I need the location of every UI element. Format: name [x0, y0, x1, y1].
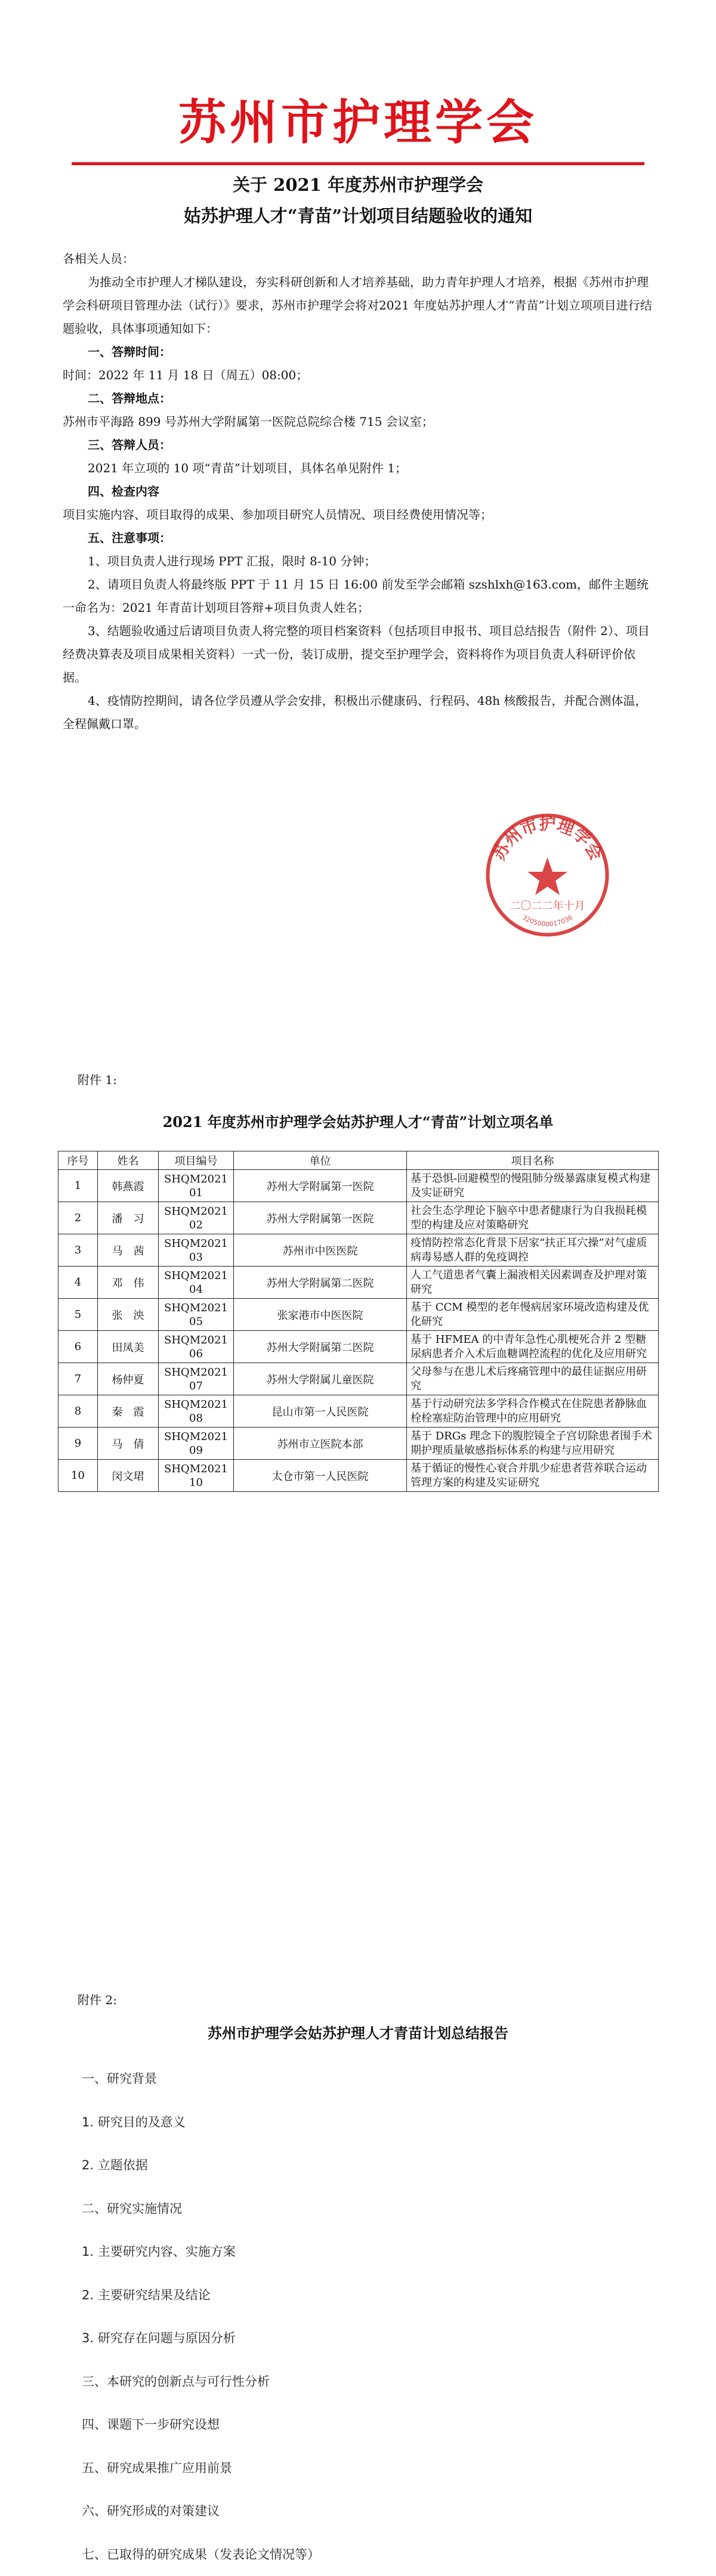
section-heading-place: 二、答辩地点： — [63, 387, 653, 410]
cell-project-name: 社会生态学理论下脑卒中患者健康行为自我损耗模型的构建及应对策略研究 — [407, 1202, 659, 1234]
cell-unit: 苏州大学附属第二医院 — [234, 1331, 407, 1363]
svg-text:苏州市护理学会 — [489, 814, 606, 863]
table-row — [58, 1234, 659, 1267]
cell-project-code: SHQM202108 — [159, 1395, 234, 1428]
letterhead-rule — [72, 162, 644, 165]
cell-name: 潘 习 — [98, 1202, 159, 1234]
cell-index: 8 — [58, 1395, 98, 1428]
column-header: 单位 — [234, 1151, 407, 1170]
cell-name: 闵文珺 — [98, 1460, 159, 1492]
intro-paragraph: 为推动全市护理人才梯队建设，夯实科研创新和人才培养基础，助力青年护理人才培养，根据《苏州市护理学会科研项目管理办法（试行）》要求，苏州市护理学会将对2021 年度姑苏护理人才“青苗”计划立项项目进行结题验收，具体事项通知如下： — [63, 271, 653, 340]
cell-project-name: 疫情防控常态化背景下居家“扶正耳穴操”对气虚质病毒易感人群的免疫调控 — [407, 1234, 659, 1267]
cell-unit: 太仓市第一人民医院 — [234, 1460, 407, 1492]
cell-index: 4 — [58, 1267, 98, 1299]
column-header: 序号 — [58, 1151, 98, 1170]
cell-project-code: SHQM202105 — [159, 1299, 234, 1331]
section-heading-time: 一、答辩时间： — [63, 340, 653, 364]
project-roster-table — [58, 1151, 659, 1492]
outline-item: 三、本研究的创新点与可行性分析 — [82, 2360, 649, 2404]
cell-name: 杨仲夏 — [98, 1363, 159, 1395]
svg-text:3205000017036 — [521, 914, 574, 928]
attachment1-title: 2021 年度苏州市护理学会姑苏护理人才“青苗”计划立项名单 — [0, 1110, 716, 1131]
outline-item: 2. 立题依据 — [82, 2144, 649, 2187]
cell-name: 张 泱 — [98, 1299, 159, 1331]
cell-project-code: SHQM202102 — [159, 1202, 234, 1234]
cell-project-name: 基于循证的慢性心衰合并肌少症患者营养联合运动管理方案的构建及实证研究 — [407, 1460, 659, 1492]
section-heading-notes: 五、注意事项： — [63, 527, 653, 550]
column-header: 项目名称 — [407, 1151, 659, 1170]
note-item: 3、结题验收通过后请项目负责人将完整的项目档案资料（包括项目申报书、项目总结报告（附件 2）、项目经费决算表及项目成果相关资料）一式一份，装订成册，提交至护理学会，资料将作为项目负责人科研评价依据。 — [63, 620, 653, 689]
outline-item: 四、课题下一步研究设想 — [82, 2403, 649, 2447]
cell-unit: 苏州大学附属第二医院 — [234, 1267, 407, 1299]
cell-index: 5 — [58, 1299, 98, 1331]
attachment2-label: 附件 2: — [78, 1990, 117, 2008]
outline-item: 1. 研究目的及意义 — [82, 2101, 649, 2144]
cell-project-code: SHQM202106 — [159, 1331, 234, 1363]
cell-project-code: SHQM202107 — [159, 1363, 234, 1395]
letterhead-title: 苏州市护理学会 — [0, 94, 716, 151]
note-item: 1、项目负责人进行现场 PPT 汇报，限时 8-10 分钟； — [63, 550, 653, 573]
greeting: 各相关人员： — [63, 247, 653, 271]
outline-item: 七、已取得的研究成果（发表论文情况等） — [82, 2533, 649, 2576]
section-heading-content: 四、检查内容 — [63, 480, 653, 503]
note-item: 4、疫情防控期间，请各位学员遵从学会安排，积极出示健康码、行程码、48h 核酸报告，并配合测体温，全程佩戴口罩。 — [63, 689, 653, 736]
cell-index: 6 — [58, 1331, 98, 1363]
outline-item: 六、研究形成的对策建议 — [82, 2490, 649, 2533]
cell-project-name: 基于行动研究法多学科合作模式在住院患者静脉血栓栓塞症防治管理中的应用研究 — [407, 1395, 659, 1428]
table-row — [58, 1331, 659, 1363]
cell-unit: 昆山市第一人民医院 — [234, 1395, 407, 1428]
table-row — [58, 1428, 659, 1460]
cell-index: 1 — [58, 1170, 98, 1202]
cell-project-code: SHQM202103 — [159, 1234, 234, 1267]
report-outline — [82, 2057, 649, 2576]
table-row — [58, 1170, 659, 1202]
cell-name: 韩燕霞 — [98, 1170, 159, 1202]
outline-item: 3. 研究存在问题与原因分析 — [82, 2317, 649, 2360]
section-heading-people: 三、答辩人员： — [63, 434, 653, 457]
cell-index: 9 — [58, 1428, 98, 1460]
cell-name: 田凤美 — [98, 1331, 159, 1363]
section-content-line: 项目实施内容、项目取得的成果、参加项目研究人员情况、项目经费使用情况等； — [63, 503, 653, 527]
cell-name: 秦 霞 — [98, 1395, 159, 1428]
cell-project-code: SHQM202104 — [159, 1267, 234, 1299]
notice-body — [63, 247, 653, 736]
cell-unit: 张家港市中医医院 — [234, 1299, 407, 1331]
cell-unit: 苏州市立医院本部 — [234, 1428, 407, 1460]
column-header: 项目编号 — [159, 1151, 234, 1170]
cell-project-code: SHQM202109 — [159, 1428, 234, 1460]
seal-date: 二〇二二年十月 — [510, 899, 585, 912]
cell-index: 10 — [58, 1460, 98, 1492]
cell-project-name: 基于 CCM 模型的老年慢病居家环境改造构建及优化研究 — [407, 1299, 659, 1331]
cell-project-name: 基于恐惧-回避模型的慢阻肺分级暴露康复模式构建及实证研究 — [407, 1170, 659, 1202]
cell-name: 马 倩 — [98, 1428, 159, 1460]
table-header-row — [58, 1151, 659, 1170]
cell-index: 7 — [58, 1363, 98, 1395]
cell-project-code: SHQM202101 — [159, 1170, 234, 1202]
cell-unit: 苏州大学附属儿童医院 — [234, 1363, 407, 1395]
cell-project-name: 父母参与在患儿术后疼痛管理中的最佳证据应用研究 — [407, 1363, 659, 1395]
table-row — [58, 1299, 659, 1331]
cell-name: 邓 伟 — [98, 1267, 159, 1299]
cell-index: 2 — [58, 1202, 98, 1234]
note-item: 2、请项目负责人将最终版 PPT 于 11 月 15 日 16:00 前发至学会邮箱 szshlxh@163.com，邮件主题统一命名为：2021 年青苗计划项目答辩+项目负责人姓名； — [63, 573, 653, 620]
seal-code: 3205000017036 — [521, 914, 574, 928]
outline-item: 1. 主要研究内容、实施方案 — [82, 2230, 649, 2274]
official-seal — [483, 811, 612, 939]
seal-star-icon — [527, 857, 567, 895]
table-row — [58, 1202, 659, 1234]
table-row — [58, 1395, 659, 1428]
table-row — [58, 1363, 659, 1395]
column-header: 姓名 — [98, 1151, 159, 1170]
cell-index: 3 — [58, 1234, 98, 1267]
table-row — [58, 1460, 659, 1492]
outline-item: 2. 主要研究结果及结论 — [82, 2274, 649, 2317]
cell-unit: 苏州大学附属第一医院 — [234, 1202, 407, 1234]
section-people-line: 2021 年立项的 10 项“青苗”计划项目，具体名单见附件 1； — [63, 457, 653, 480]
cell-project-code: SHQM202110 — [159, 1460, 234, 1492]
seal-arc-text: 苏州市护理学会 — [489, 814, 606, 863]
section-place-line: 苏州市平海路 899 号苏州大学附属第一医院总院综合楼 715 会议室； — [63, 410, 653, 434]
cell-name: 马 茜 — [98, 1234, 159, 1267]
section-time-line: 时间：2022 年 11 月 18 日（周五）08:00； — [63, 364, 653, 387]
attachment1-label: 附件 1: — [78, 1070, 117, 1088]
outline-item: 二、研究实施情况 — [82, 2187, 649, 2231]
outline-item: 一、研究背景 — [82, 2057, 649, 2101]
outline-item: 五、研究成果推广应用前景 — [82, 2447, 649, 2490]
cell-project-name: 基于 HFMEA 的中青年急性心肌梗死合并 2 型糖尿病患者介入术后血糖调控流程的优化及应用研究 — [407, 1331, 659, 1363]
cell-unit: 苏州大学附属第一医院 — [234, 1170, 407, 1202]
cell-project-name: 基于 DRGs 理念下的腹腔镜全子宫切除患者围手术期护理质量敏感指标体系的构建与应用研究 — [407, 1428, 659, 1460]
table-row — [58, 1267, 659, 1299]
cell-project-name: 人工气道患者气囊上漏液相关因素调查及护理对策研究 — [407, 1267, 659, 1299]
attachment2-title: 苏州市护理学会姑苏护理人才青苗计划总结报告 — [0, 2021, 716, 2042]
notice-title-line2: 姑苏护理人才“青苗”计划项目结题验收的通知 — [0, 204, 716, 228]
cell-unit: 苏州市中医医院 — [234, 1234, 407, 1267]
notice-title-line1: 关于 2021 年度苏州市护理学会 — [0, 173, 716, 197]
